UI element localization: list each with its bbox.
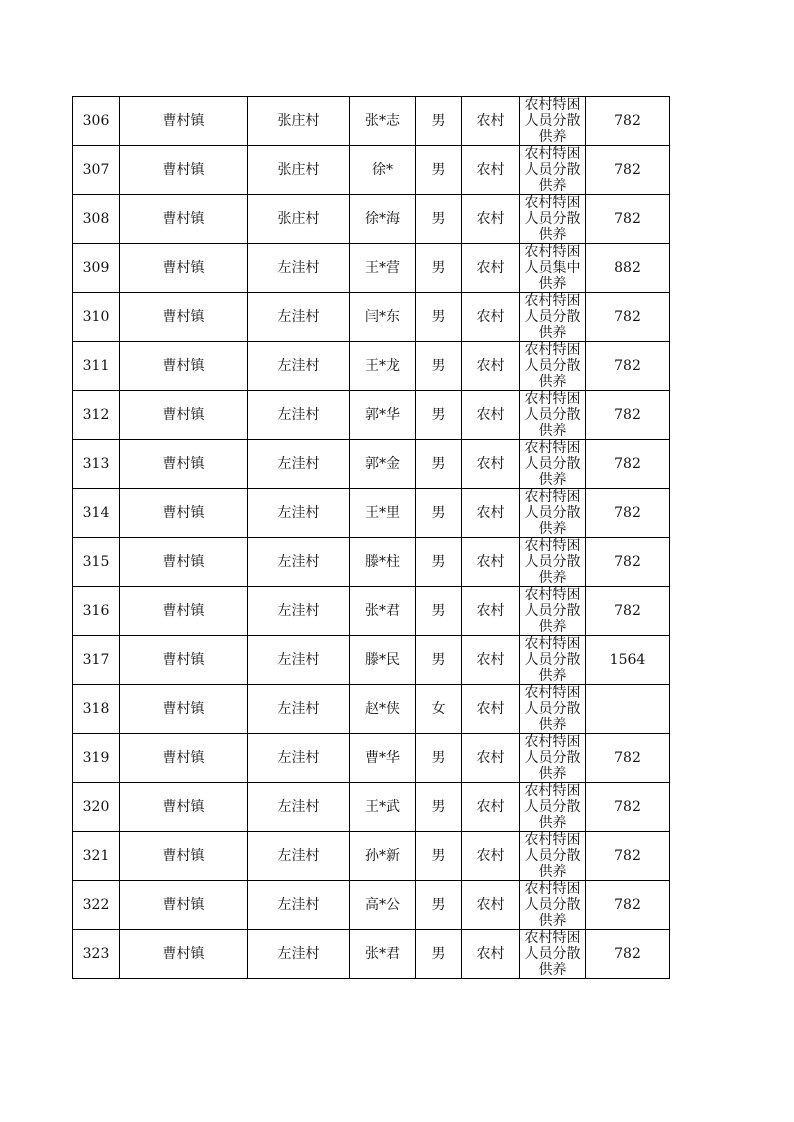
beneficiary-table xyxy=(72,96,670,979)
category-cell xyxy=(520,293,586,342)
name-cell: 徐*海 xyxy=(350,195,416,244)
town-cell: 曹村镇 xyxy=(120,832,248,881)
category-text: 农村特困人员分散供养 xyxy=(524,489,581,537)
row-number-cell: 311 xyxy=(73,342,120,391)
row-number-cell: 319 xyxy=(73,734,120,783)
table-row xyxy=(73,146,670,195)
village-cell: 左洼村 xyxy=(248,636,350,685)
name-cell: 赵*侠 xyxy=(350,685,416,734)
category-cell xyxy=(520,146,586,195)
area-cell: 农村 xyxy=(462,489,520,538)
amount-cell: 782 xyxy=(586,587,670,636)
category-text: 农村特困人员分散供养 xyxy=(524,636,581,684)
area-cell: 农村 xyxy=(462,930,520,979)
row-number-cell: 310 xyxy=(73,293,120,342)
name-cell: 郭*华 xyxy=(350,391,416,440)
category-cell xyxy=(520,538,586,587)
amount-cell xyxy=(586,685,670,734)
name-cell: 王*营 xyxy=(350,244,416,293)
category-text: 农村特困人员分散供养 xyxy=(524,930,581,978)
name-cell: 张*君 xyxy=(350,930,416,979)
gender-cell: 男 xyxy=(416,293,462,342)
name-cell: 闫*东 xyxy=(350,293,416,342)
village-cell: 左洼村 xyxy=(248,244,350,293)
amount-cell: 782 xyxy=(586,342,670,391)
area-cell: 农村 xyxy=(462,244,520,293)
village-cell: 左洼村 xyxy=(248,489,350,538)
table-row xyxy=(73,97,670,146)
area-cell: 农村 xyxy=(462,391,520,440)
village-cell: 左洼村 xyxy=(248,881,350,930)
village-cell: 左洼村 xyxy=(248,538,350,587)
name-cell: 孙*新 xyxy=(350,832,416,881)
amount-cell: 882 xyxy=(586,244,670,293)
category-text: 农村特困人员分散供养 xyxy=(524,685,581,733)
town-cell: 曹村镇 xyxy=(120,489,248,538)
category-text: 农村特困人员分散供养 xyxy=(524,881,581,929)
area-cell: 农村 xyxy=(462,783,520,832)
table-row xyxy=(73,587,670,636)
gender-cell: 男 xyxy=(416,440,462,489)
category-text: 农村特困人员分散供养 xyxy=(524,342,581,390)
amount-cell: 782 xyxy=(586,146,670,195)
row-number-cell: 320 xyxy=(73,783,120,832)
village-cell: 左洼村 xyxy=(248,832,350,881)
amount-cell: 782 xyxy=(586,97,670,146)
town-cell: 曹村镇 xyxy=(120,440,248,489)
gender-cell: 男 xyxy=(416,146,462,195)
table-row xyxy=(73,685,670,734)
village-cell: 左洼村 xyxy=(248,685,350,734)
gender-cell: 男 xyxy=(416,930,462,979)
name-cell: 王*里 xyxy=(350,489,416,538)
town-cell: 曹村镇 xyxy=(120,783,248,832)
gender-cell: 男 xyxy=(416,587,462,636)
name-cell: 郭*金 xyxy=(350,440,416,489)
category-cell xyxy=(520,489,586,538)
category-cell xyxy=(520,195,586,244)
table-row xyxy=(73,930,670,979)
area-cell: 农村 xyxy=(462,685,520,734)
table-body xyxy=(73,97,670,979)
gender-cell: 男 xyxy=(416,195,462,244)
row-number-cell: 312 xyxy=(73,391,120,440)
row-number-cell: 317 xyxy=(73,636,120,685)
category-text: 农村特困人员分散供养 xyxy=(524,195,581,243)
town-cell: 曹村镇 xyxy=(120,342,248,391)
amount-cell: 782 xyxy=(586,538,670,587)
gender-cell: 男 xyxy=(416,244,462,293)
town-cell: 曹村镇 xyxy=(120,881,248,930)
table-row xyxy=(73,244,670,293)
category-text: 农村特困人员分散供养 xyxy=(524,538,581,586)
table-row xyxy=(73,391,670,440)
area-cell: 农村 xyxy=(462,342,520,391)
area-cell: 农村 xyxy=(462,734,520,783)
area-cell: 农村 xyxy=(462,636,520,685)
gender-cell: 男 xyxy=(416,734,462,783)
row-number-cell: 306 xyxy=(73,97,120,146)
category-cell xyxy=(520,244,586,293)
category-cell xyxy=(520,881,586,930)
row-number-cell: 318 xyxy=(73,685,120,734)
village-cell: 张庄村 xyxy=(248,146,350,195)
table-row xyxy=(73,636,670,685)
table-row xyxy=(73,832,670,881)
area-cell: 农村 xyxy=(462,195,520,244)
row-number-cell: 316 xyxy=(73,587,120,636)
amount-cell: 782 xyxy=(586,391,670,440)
category-cell xyxy=(520,636,586,685)
gender-cell: 男 xyxy=(416,636,462,685)
name-cell: 徐* xyxy=(350,146,416,195)
category-cell xyxy=(520,440,586,489)
village-cell: 左洼村 xyxy=(248,734,350,783)
category-cell xyxy=(520,391,586,440)
category-text: 农村特困人员分散供养 xyxy=(524,832,581,880)
category-cell xyxy=(520,587,586,636)
table-row xyxy=(73,881,670,930)
name-cell: 张*志 xyxy=(350,97,416,146)
row-number-cell: 314 xyxy=(73,489,120,538)
category-text: 农村特困人员分散供养 xyxy=(524,587,581,635)
amount-cell: 782 xyxy=(586,832,670,881)
name-cell: 曹*华 xyxy=(350,734,416,783)
village-cell: 左洼村 xyxy=(248,342,350,391)
category-cell xyxy=(520,97,586,146)
category-cell xyxy=(520,930,586,979)
area-cell: 农村 xyxy=(462,440,520,489)
town-cell: 曹村镇 xyxy=(120,734,248,783)
area-cell: 农村 xyxy=(462,293,520,342)
gender-cell: 男 xyxy=(416,783,462,832)
town-cell: 曹村镇 xyxy=(120,538,248,587)
amount-cell: 782 xyxy=(586,440,670,489)
amount-cell: 782 xyxy=(586,881,670,930)
category-text: 农村特困人员分散供养 xyxy=(524,146,581,194)
gender-cell: 男 xyxy=(416,97,462,146)
row-number-cell: 308 xyxy=(73,195,120,244)
table-row xyxy=(73,293,670,342)
table-row xyxy=(73,538,670,587)
name-cell: 王*龙 xyxy=(350,342,416,391)
town-cell: 曹村镇 xyxy=(120,195,248,244)
row-number-cell: 313 xyxy=(73,440,120,489)
village-cell: 左洼村 xyxy=(248,391,350,440)
amount-cell: 782 xyxy=(586,734,670,783)
table-row xyxy=(73,734,670,783)
category-text: 农村特困人员集中供养 xyxy=(524,244,581,292)
name-cell: 王*武 xyxy=(350,783,416,832)
town-cell: 曹村镇 xyxy=(120,293,248,342)
gender-cell: 女 xyxy=(416,685,462,734)
town-cell: 曹村镇 xyxy=(120,587,248,636)
area-cell: 农村 xyxy=(462,881,520,930)
category-text: 农村特困人员分散供养 xyxy=(524,391,581,439)
amount-cell: 782 xyxy=(586,783,670,832)
village-cell: 左洼村 xyxy=(248,930,350,979)
table-row xyxy=(73,783,670,832)
area-cell: 农村 xyxy=(462,146,520,195)
table-row xyxy=(73,342,670,391)
row-number-cell: 315 xyxy=(73,538,120,587)
category-text: 农村特困人员分散供养 xyxy=(524,293,581,341)
category-cell xyxy=(520,734,586,783)
row-number-cell: 307 xyxy=(73,146,120,195)
gender-cell: 男 xyxy=(416,342,462,391)
name-cell: 滕*柱 xyxy=(350,538,416,587)
gender-cell: 男 xyxy=(416,881,462,930)
village-cell: 左洼村 xyxy=(248,440,350,489)
village-cell: 张庄村 xyxy=(248,97,350,146)
row-number-cell: 309 xyxy=(73,244,120,293)
table-row xyxy=(73,440,670,489)
amount-cell: 1564 xyxy=(586,636,670,685)
town-cell: 曹村镇 xyxy=(120,97,248,146)
gender-cell: 男 xyxy=(416,391,462,440)
village-cell: 左洼村 xyxy=(248,587,350,636)
name-cell: 高*公 xyxy=(350,881,416,930)
category-text: 农村特困人员分散供养 xyxy=(524,440,581,488)
name-cell: 张*君 xyxy=(350,587,416,636)
table-row xyxy=(73,489,670,538)
category-cell xyxy=(520,685,586,734)
row-number-cell: 322 xyxy=(73,881,120,930)
amount-cell: 782 xyxy=(586,195,670,244)
gender-cell: 男 xyxy=(416,538,462,587)
category-text: 农村特困人员分散供养 xyxy=(524,734,581,782)
category-cell xyxy=(520,342,586,391)
village-cell: 左洼村 xyxy=(248,783,350,832)
town-cell: 曹村镇 xyxy=(120,636,248,685)
area-cell: 农村 xyxy=(462,97,520,146)
gender-cell: 男 xyxy=(416,832,462,881)
table-row xyxy=(73,195,670,244)
town-cell: 曹村镇 xyxy=(120,244,248,293)
category-text: 农村特困人员分散供养 xyxy=(524,97,581,145)
category-cell xyxy=(520,783,586,832)
village-cell: 左洼村 xyxy=(248,293,350,342)
amount-cell: 782 xyxy=(586,293,670,342)
gender-cell: 男 xyxy=(416,489,462,538)
category-cell xyxy=(520,832,586,881)
town-cell: 曹村镇 xyxy=(120,930,248,979)
town-cell: 曹村镇 xyxy=(120,391,248,440)
name-cell: 滕*民 xyxy=(350,636,416,685)
area-cell: 农村 xyxy=(462,538,520,587)
amount-cell: 782 xyxy=(586,930,670,979)
area-cell: 农村 xyxy=(462,587,520,636)
village-cell: 张庄村 xyxy=(248,195,350,244)
row-number-cell: 321 xyxy=(73,832,120,881)
area-cell: 农村 xyxy=(462,832,520,881)
amount-cell: 782 xyxy=(586,489,670,538)
town-cell: 曹村镇 xyxy=(120,146,248,195)
town-cell: 曹村镇 xyxy=(120,685,248,734)
category-text: 农村特困人员分散供养 xyxy=(524,783,581,831)
row-number-cell: 323 xyxy=(73,930,120,979)
